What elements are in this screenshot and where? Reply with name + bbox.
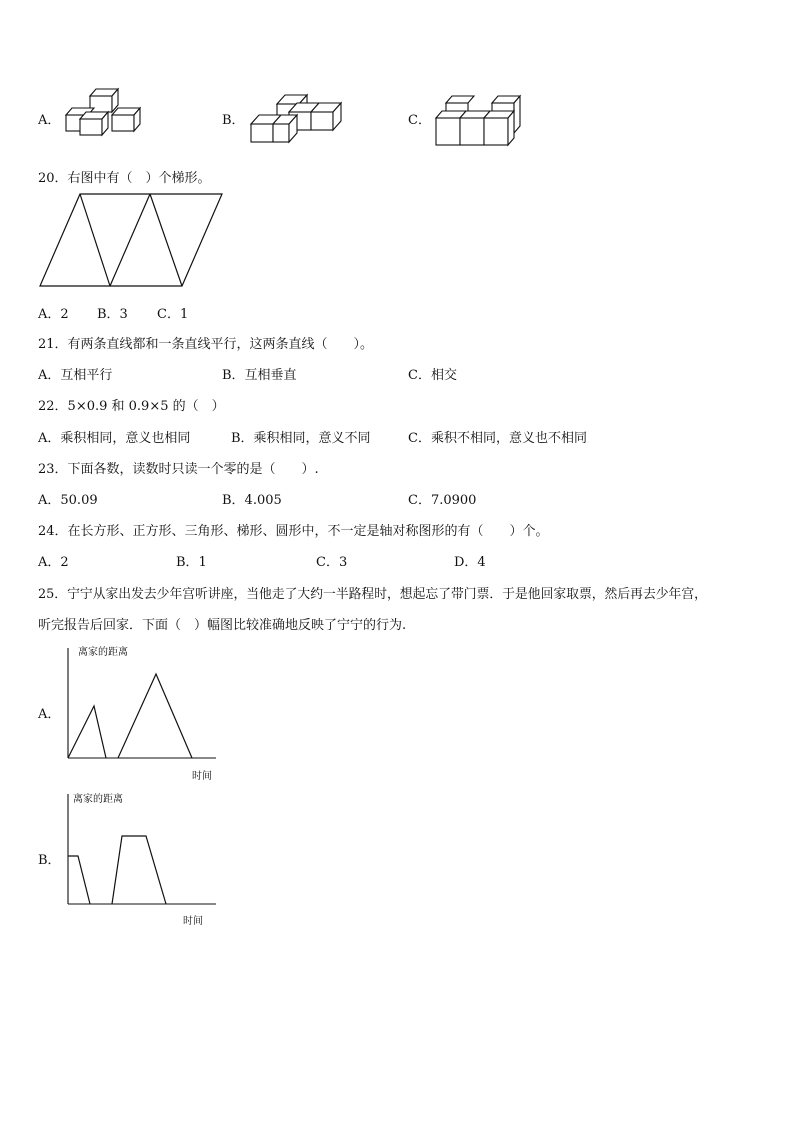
q19-option-b-letter: B． <box>222 113 245 128</box>
q24-option-c: C．3 <box>316 555 348 570</box>
q22-option-c: C．乘积不相同，意义也不相同 <box>408 431 587 446</box>
q25-graph-b-letter: B． <box>38 853 61 868</box>
q25-graph-a <box>60 640 222 782</box>
q19-option-a-cubes-figure <box>64 88 146 136</box>
q20-question: 20．右图中有（ ）个梯形。 <box>38 171 211 186</box>
q25-graph-a-xlabel: 时间 <box>192 771 212 782</box>
q19-option-c-letter: C． <box>408 113 431 128</box>
q25-graph-b-first-trip <box>68 856 90 904</box>
q21-option-b: B．互相垂直 <box>222 368 297 383</box>
q21-question: 21．有两条直线都和一条直线平行，这两条直线（ ）。 <box>38 337 374 352</box>
q25-graph-a-second-trip <box>118 674 192 758</box>
q25-graph-b <box>60 786 222 928</box>
q25-graph-a-letter: A． <box>38 707 61 722</box>
q22-question: 22．5×0.9 和 0.9×5 的（ ） <box>38 399 225 414</box>
q19-option-c-cubes-figure <box>434 94 526 148</box>
q25-graph-b-ylabel: 离家的距离 <box>73 794 123 805</box>
q25-graph-b-xlabel: 时间 <box>183 916 203 927</box>
q22-option-b: B．乘积相同，意义不同 <box>231 431 371 446</box>
q25-graph-b-second-trip <box>112 836 166 904</box>
q20-option-c: C．1 <box>157 307 189 322</box>
q24-option-b: B．1 <box>176 555 207 570</box>
q24-question: 24．在长方形、正方形、三角形、梯形、圆形中，不一定是轴对称图形的有（ ）个。 <box>38 524 549 539</box>
q23-option-a: A．50.09 <box>38 493 98 508</box>
q23-question: 23．下面各数，读数时只读一个零的是（ ）. <box>38 462 319 477</box>
q25-question-line1: 25．宁宁从家出发去少年宫听讲座，当他走了大约一半路程时，想起忘了带门票．于是他回家取票，然后再去少年宫， <box>38 587 707 602</box>
q19-option-b-cubes-figure <box>249 92 349 144</box>
q22-option-a: A．乘积相同，意义也相同 <box>38 431 191 446</box>
q25-graph-a-ylabel: 离家的距离 <box>78 647 128 658</box>
q24-option-d: D．4 <box>454 555 486 570</box>
q25-graph-a-first-trip <box>68 706 106 758</box>
q21-option-c: C．相交 <box>408 368 457 383</box>
q24-option-a: A．2 <box>38 555 69 570</box>
q23-option-b: B．4.005 <box>222 493 282 508</box>
q19-option-a-letter: A． <box>38 113 61 128</box>
q23-option-c: C．7.0900 <box>408 493 477 508</box>
q20-trapezoid-figure <box>38 192 224 288</box>
q21-option-a: A．互相平行 <box>38 368 113 383</box>
q20-option-a: A．2 <box>38 307 69 322</box>
q20-option-b: B．3 <box>97 307 128 322</box>
q25-question-line2: 听完报告后回家．下面（ ）幅图比较准确地反映了宁宁的行为. <box>38 618 407 633</box>
